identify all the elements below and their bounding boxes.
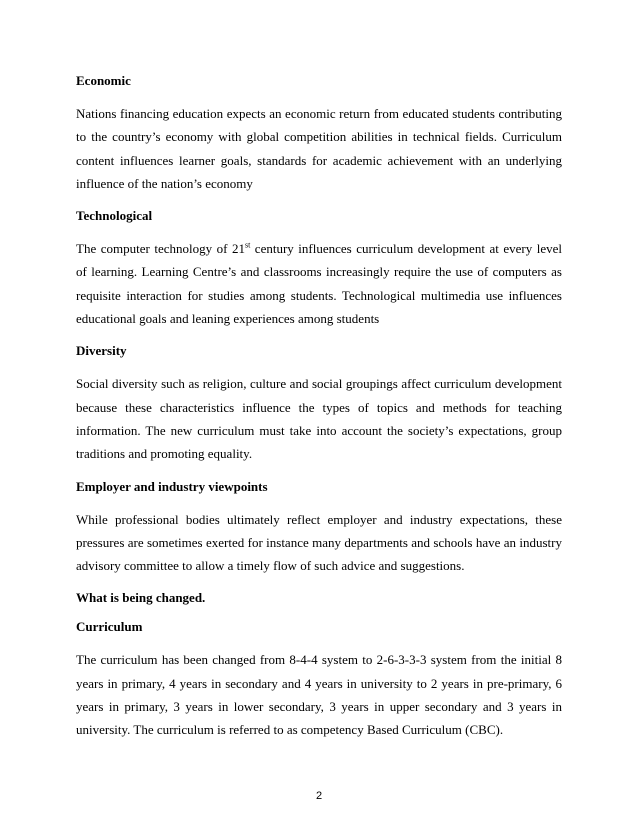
paragraph-economic: Nations financing education expects an economic return from educated students contributing to the country’s economy with global competition abilities in technical fields. Curriculum content influences learner goals, standards for academic achievement with an underlying influence of the nation’s economy (76, 106, 562, 191)
superscript-st: st (244, 240, 251, 250)
heading-curriculum: Curriculum (76, 619, 143, 635)
paragraph-employer-industry: While professional bodies ultimately reflect employer and industry expectations, these pressures are sometimes exerted for instance many departments and schools have an industry advisory committee to allow a timely flow of such advice and suggestions. (76, 511, 562, 574)
heading-employer-industry: Employer and industry viewpoints (76, 478, 268, 494)
page-number: 2 (315, 790, 323, 802)
heading-economic: Economic (76, 73, 131, 88)
paragraph-curriculum: The curriculum has been changed from 8-4-4 system to 2-6-3-3-3 system from the initial 8 years in primary, 4 years in secondary and 4 years in university to 2 years in pre-primary, 6 years in primary, 3 years in lower secondary, 3 years in upper secondary and 3 years in university. The curriculum is referred to as competency Based Curriculum (CBC). (76, 652, 562, 738)
paragraph-technological (76, 237, 562, 330)
paragraph-technological-start: The computer technology of 21 (76, 241, 245, 257)
paragraph-diversity: Social diversity such as religion, culture and social groupings affect curriculum development because these characteristics influence the types of topics and methods for teaching information. The new curriculum must take into account the society’s expectations, group traditions and promoting equality. (76, 376, 562, 462)
paragraph-technological-rest: century influences curriculum development at every level of learning. Learning Centre’s and classrooms increasingly require the use of computers as requisite interaction for studies among students. Technological multimedia use influences educational goals and leaning experiences among students (76, 241, 562, 327)
heading-what-is-being-changed: What is being changed. (76, 590, 206, 606)
heading-technological: Technological (76, 208, 153, 224)
heading-diversity: Diversity (76, 343, 127, 359)
